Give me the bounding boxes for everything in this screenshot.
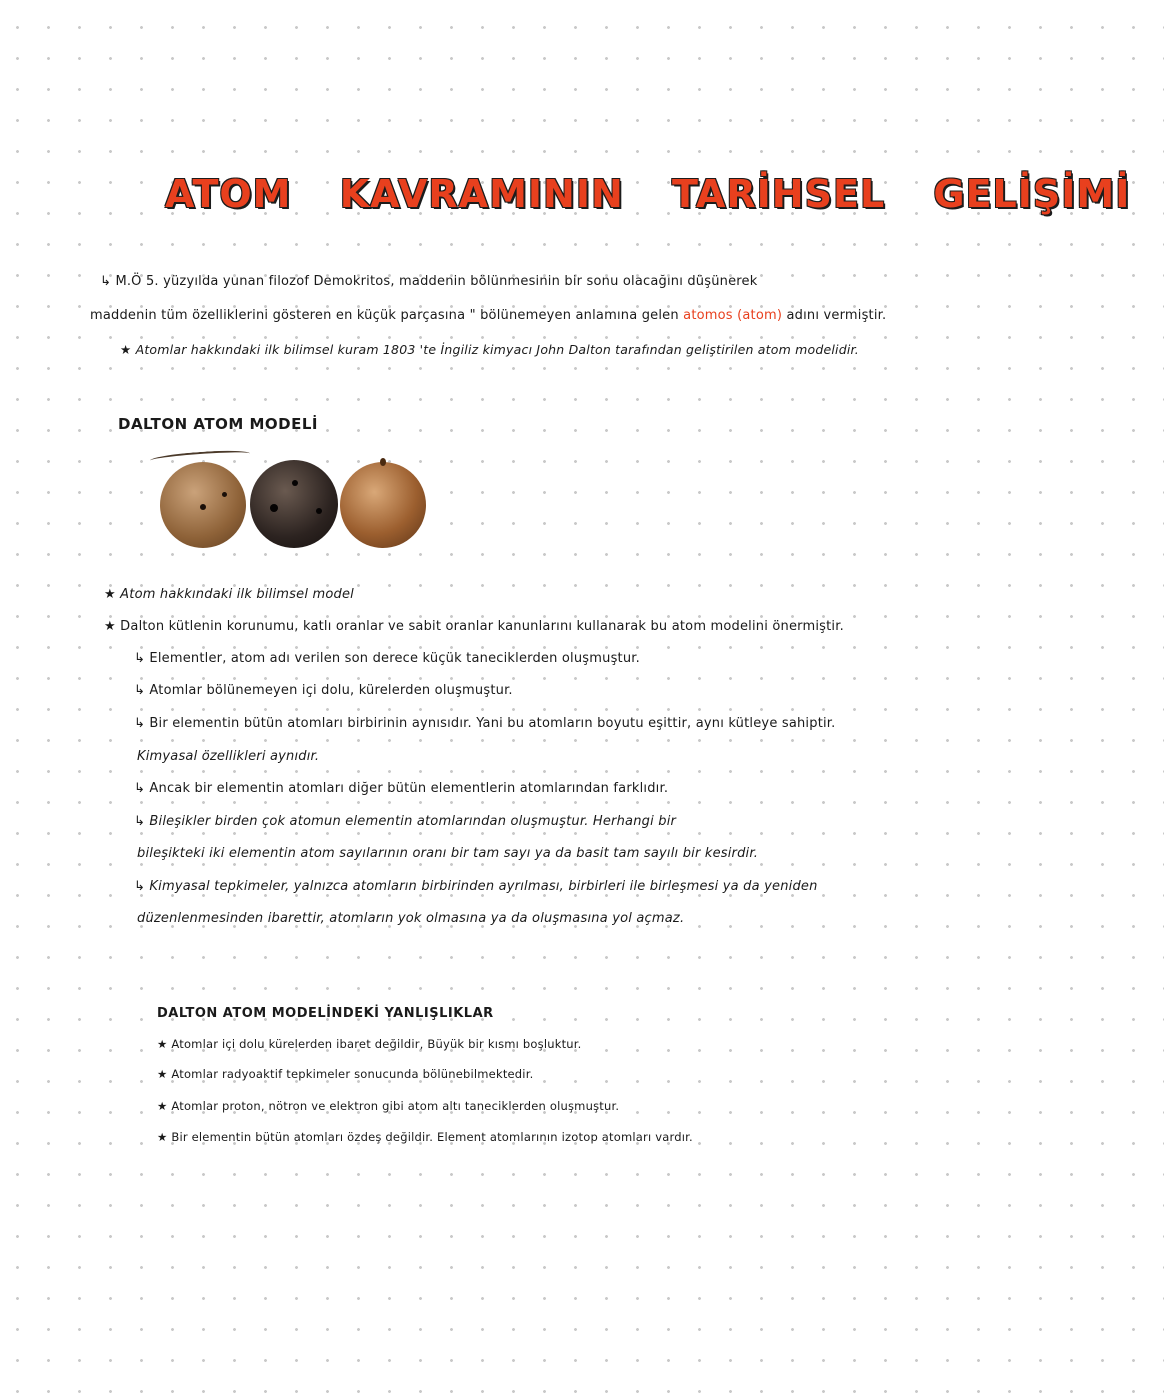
section-heading-errors: DALTON ATOM MODELİNDEKİ YANLIŞLIKLAR (157, 1006, 494, 1021)
dalton-model-image (150, 452, 440, 552)
page-title (165, 172, 1131, 236)
dalton-line-11: düzenlenmesinden ibarettir, atomların yok olmasına ya da oluşmasına yol açmaz. (137, 911, 685, 926)
intro-line-2: maddenin tüm özelliklerini gösteren en küçük parçasına " bölünemeyen anlamına gelen atomos (atom) adını vermiştir. (90, 308, 887, 323)
dalton-line-4: ↳ Atomlar bölünemeyen içi dolu, kürelerden oluşmuştur. (134, 683, 513, 698)
errors-line-1: ★ Atomlar içi dolu kürelerden ibaret değildir, Büyük bir kısmı boşluktur. (157, 1037, 582, 1051)
dalton-line-7: ↳ Ancak bir elementin atomları diğer bütün elementlerin atomlarından farklıdır. (134, 781, 669, 796)
title-word-3: TARİHSEL (672, 172, 886, 216)
dalton-line-3: ↳ Elementler, atom adı verilen son derece küçük taneciklerden oluşmuştur. (134, 651, 640, 666)
dalton-line-1: ★ Atom hakkındaki ilk bilimsel model (104, 587, 354, 602)
dalton-line-10: ↳ Kimyasal tepkimeler, yalnızca atomların birbirinden ayrılması, birbirleri ile birleşmesi ya da yeniden (134, 879, 818, 894)
title-word-1: ATOM (165, 172, 292, 216)
dalton-line-8: ↳ Bileşikler birden çok atomun elementin atomlarından oluşmuştur. Herhangi bir (134, 814, 677, 829)
arrow-right-icon: ↳ (100, 274, 116, 289)
wooden-ball-2 (250, 460, 338, 548)
wooden-ball-3 (340, 462, 426, 548)
errors-line-4: ★ Bir elementin bütün atomları özdeş değildir. Element atomlarının izotop atomları vardır. (157, 1130, 693, 1144)
section-heading-dalton: DALTON ATOM MODELİ (118, 415, 318, 433)
intro-line-3: ★ Atomlar hakkındaki ilk bilimsel kuram 1803 'te İngiliz kimyacı John Dalton tarafından geliştirilen atom modelidir. (120, 342, 859, 357)
atomos-highlight: atomos (atom) (683, 308, 783, 323)
errors-line-2: ★ Atomlar radyoaktif tepkimeler sonucunda bölünebilmektedir. (157, 1067, 534, 1081)
wooden-ball-1 (160, 462, 246, 548)
dalton-line-9: bileşikteki iki elementin atom sayılarının oranı bir tam sayı ya da basit tam sayılı bir kesirdir. (137, 846, 759, 861)
dalton-line-5: ↳ Bir elementin bütün atomları birbirinin aynısıdır. Yani bu atomların boyutu eşittir, aynı kütleye sahiptir. (134, 716, 836, 731)
intro-line-1: ↳ M.Ö 5. yüzyılda yunan filozof Demokritos, maddenin bölünmesinin bir sonu olacağını düşünerek (100, 274, 758, 289)
errors-line-3: ★ Atomlar proton, nötron ve elektron gibi atom altı taneciklerden oluşmuştur. (157, 1099, 620, 1113)
title-word-2: KAVRAMININ (339, 172, 624, 216)
dalton-line-2: ★ Dalton kütlenin korunumu, katlı oranlar ve sabit oranlar kanunlarını kullanarak bu atom modelini önermiştir. (104, 619, 844, 634)
title-word-4: GELİŞİMİ (933, 172, 1131, 216)
dalton-line-6: Kimyasal özellikleri aynıdır. (137, 749, 320, 764)
